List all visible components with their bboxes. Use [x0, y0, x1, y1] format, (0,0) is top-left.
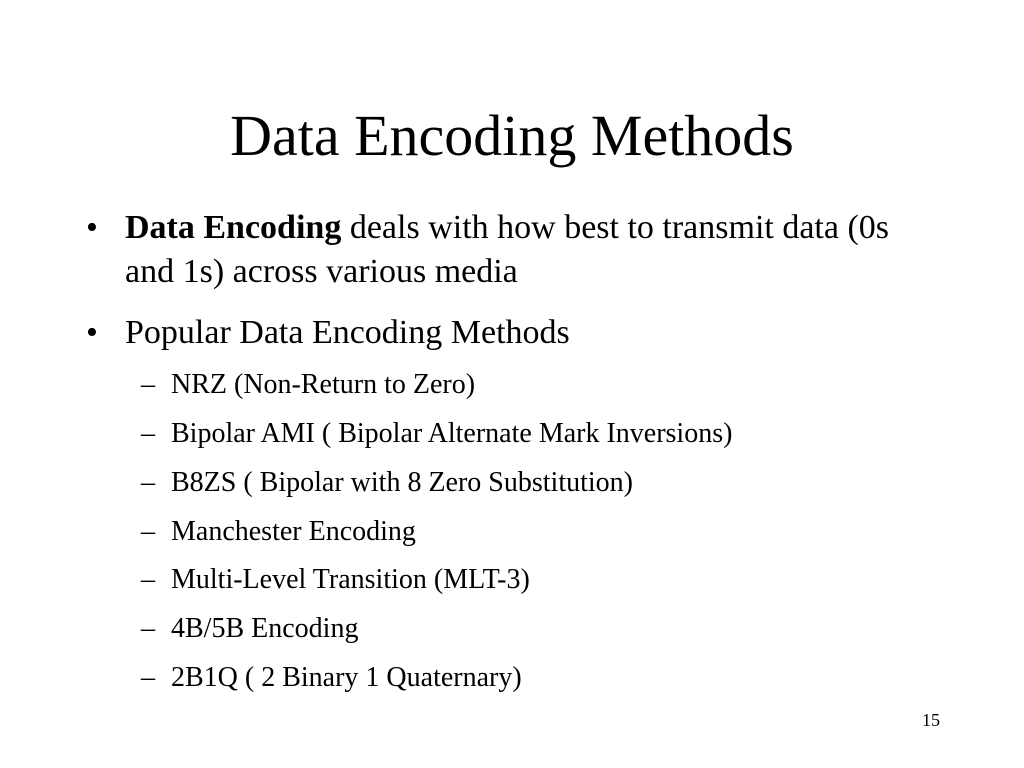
bullet-data-encoding: [86, 206, 926, 294]
sub-item-manchester: [141, 514, 941, 550]
sub-item-text: 2B1Q ( 2 Binary 1 Quaternary): [171, 662, 522, 693]
sub-marker: –: [141, 662, 155, 693]
bullet-text: [125, 206, 926, 294]
bullet-body: deals with how best to transmit data (0s and 1s) across various media: [125, 209, 890, 290]
sub-item-4b5b: [141, 611, 941, 647]
sub-item-text: B8ZS ( Bipolar with 8 Zero Substitution): [171, 467, 633, 498]
sub-marker: –: [141, 516, 155, 547]
page-number: 15: [922, 710, 940, 730]
bullet-text: Popular Data Encoding Methods: [125, 314, 570, 351]
sub-marker: –: [141, 613, 155, 644]
sub-item-bipolar-ami: [141, 416, 941, 452]
sub-marker: –: [141, 418, 155, 449]
sub-item-nrz: [141, 367, 941, 403]
sub-item-text: Manchester Encoding: [171, 516, 416, 547]
sub-item-text: Bipolar AMI ( Bipolar Alternate Mark Inversions): [171, 418, 733, 449]
bullet-bold-term: Data Encoding: [125, 209, 342, 246]
sub-item-text: Multi-Level Transition (MLT-3): [171, 564, 530, 595]
sub-marker: –: [141, 467, 155, 498]
sub-marker: –: [141, 369, 155, 400]
sub-item-text: 4B/5B Encoding: [171, 613, 359, 644]
sub-item-mlt3: [141, 562, 941, 598]
sub-item-text: NRZ (Non-Return to Zero): [171, 369, 476, 400]
slide-title: Data Encoding Methods: [230, 103, 794, 168]
bullet-marker: •: [86, 314, 98, 351]
sub-marker: –: [141, 564, 155, 595]
bullet-popular-methods: [86, 311, 926, 355]
bullet-marker: •: [86, 209, 98, 246]
sub-item-b8zs: [141, 465, 941, 501]
sub-item-2b1q: [141, 660, 941, 696]
